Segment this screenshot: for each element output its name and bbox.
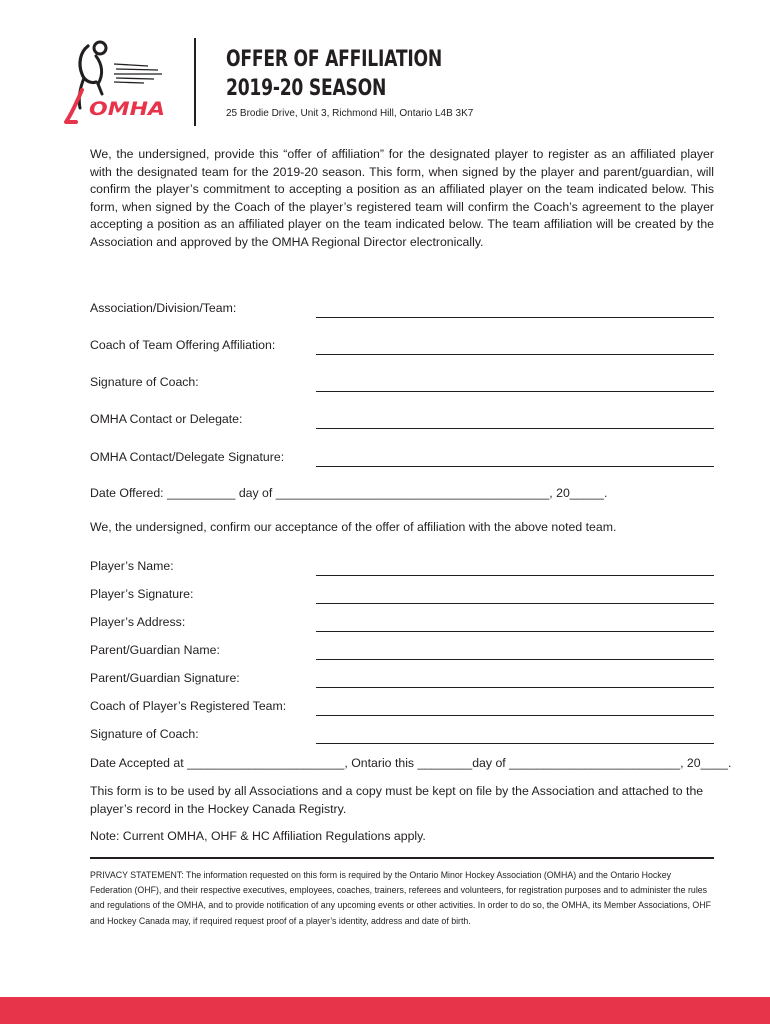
offering-coach-label: Coach of Team Offering Affiliation:	[90, 338, 276, 352]
offering-coach-signature-field[interactable]	[316, 391, 714, 392]
offering-coach-field[interactable]	[316, 354, 714, 355]
player-signature-label: Player’s Signature:	[90, 587, 194, 601]
guardian-signature-field[interactable]	[316, 687, 714, 688]
player-signature-field[interactable]	[316, 603, 714, 604]
form-season: 2019-20 SEASON	[226, 76, 387, 101]
association-team-field[interactable]	[316, 317, 714, 318]
guardian-signature-label: Parent/Guardian Signature:	[90, 671, 240, 685]
player-name-field[interactable]	[316, 575, 714, 576]
privacy-statement: PRIVACY STATEMENT: The information requested on this form is required by the Ontario Minor Hockey Association (OMHA) and the Ontario Hockey Federation (OHF), and their respective executives, employees, coaches, trainers, referees and volunteers, for registration purposes and to administer the rules and regulations of the OMHA, and to provide notification of any upcoming events or other activities. In order to do so, the OMHA, its Member Associations, OHF and Hockey Canada may, if required request proof of a player’s identity, address and date of birth.	[90, 870, 711, 926]
omha-contact-signature-label: OMHA Contact/Delegate Signature:	[90, 450, 285, 464]
registered-coach-signature-label: Signature of Coach:	[90, 727, 199, 741]
regulations-note: Note: Current OMHA, OHF & HC Affiliation Regulations apply.	[90, 829, 426, 843]
player-address-field[interactable]	[316, 631, 714, 632]
omha-contact-label: OMHA Contact or Delegate:	[90, 412, 243, 426]
intro-paragraph: We, the undersigned, provide this “offer of affiliation” for the designated player to register as an affiliated player with the designated team for the 2019-20 season. This form, when signed by the player and parent/guardian, will confirm the player’s commitment to accepting a position as an affiliated player on the team indicated below. This form, when signed by the Coach of the player’s registered team will confirm the Coach’s agreement to the player accepting a position as an affiliated player on the team indicated below. The team affiliation will be created by the Association and approved by the OMHA Regional Director electronically.	[90, 147, 714, 249]
omha-wordmark: OMHA	[89, 98, 165, 120]
registered-coach-field[interactable]	[316, 715, 714, 716]
form-title: OFFER OF AFFILIATION	[226, 47, 442, 72]
omha-contact-signature-field[interactable]	[316, 466, 714, 467]
speed-lines-icon	[114, 64, 162, 83]
guardian-name-field[interactable]	[316, 659, 714, 660]
closing-paragraph: This form is to be used by all Associations and a copy must be kept on file by the Association and attached to the player’s record in the Hockey Canada Registry.	[90, 784, 704, 816]
footer-bar	[0, 997, 770, 1024]
header-divider	[194, 38, 196, 126]
player-name-label: Player’s Name:	[90, 559, 174, 573]
association-team-label: Association/Division/Team:	[90, 301, 237, 315]
omha-logo	[58, 38, 170, 130]
date-accepted-line[interactable]: Date Accepted at _______________________, Ontario this ________day of _________________________, 20____.	[90, 756, 732, 770]
registered-coach-signature-field[interactable]	[316, 743, 714, 744]
guardian-name-label: Parent/Guardian Name:	[90, 643, 220, 657]
omha-contact-field[interactable]	[316, 428, 714, 429]
registered-coach-label: Coach of Player’s Registered Team:	[90, 699, 287, 713]
player-address-label: Player’s Address:	[90, 615, 186, 629]
acceptance-statement: We, the undersigned, confirm our acceptance of the offer of affiliation with the above noted team.	[90, 520, 617, 534]
offering-coach-signature-label: Signature of Coach:	[90, 375, 199, 389]
privacy-divider	[90, 857, 714, 859]
date-offered-line[interactable]: Date Offered: __________ day of ________________________________________, 20_____.	[90, 486, 608, 500]
association-address: 25 Brodie Drive, Unit 3, Richmond Hill, Ontario L4B 3K7	[226, 108, 474, 119]
